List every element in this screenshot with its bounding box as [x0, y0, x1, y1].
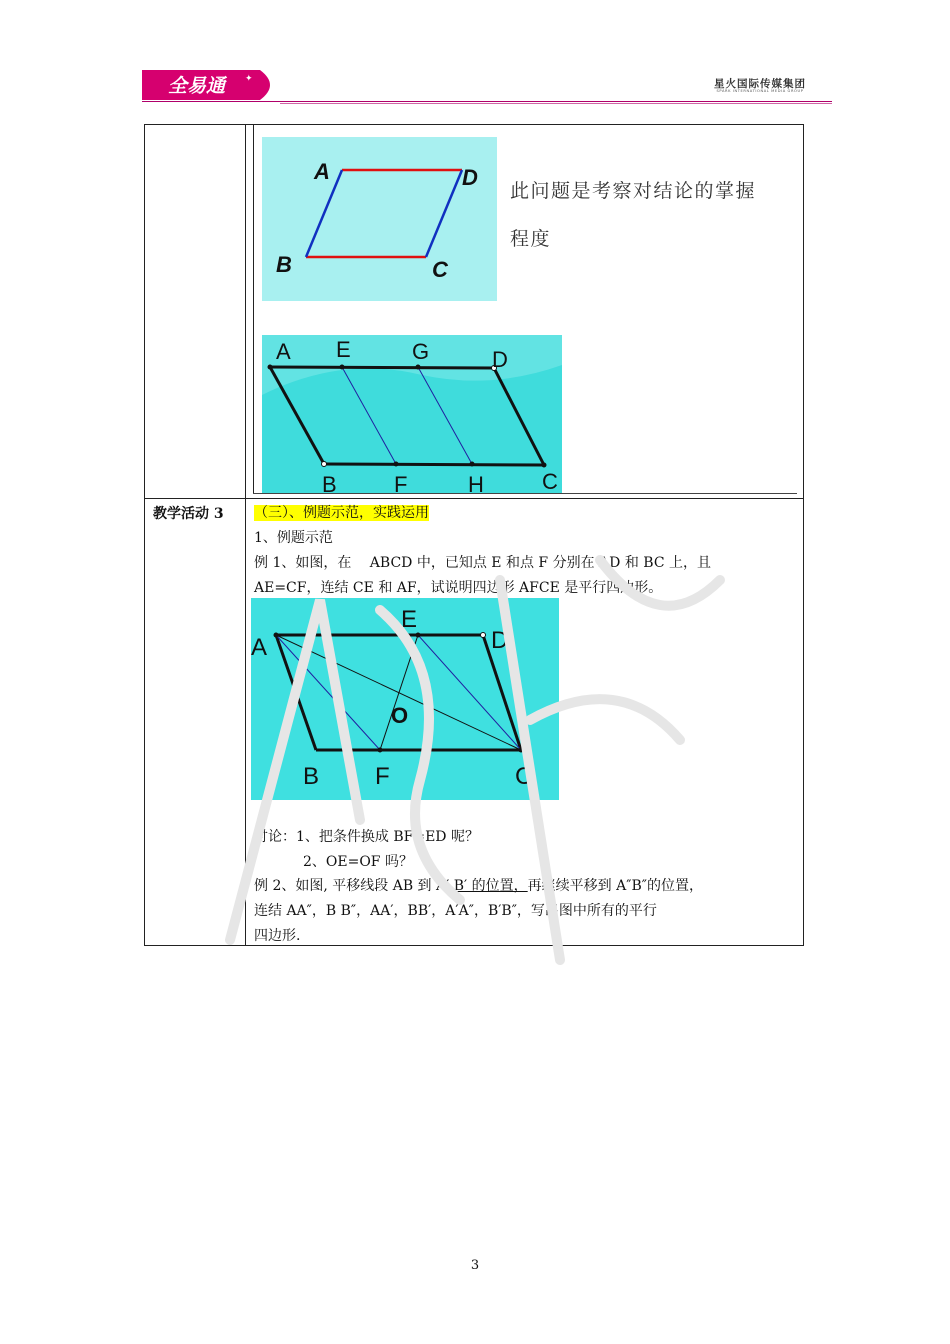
fig3-label-b: B: [303, 763, 320, 790]
inner-cell-border: [253, 125, 254, 493]
fig3-label-a: A: [251, 634, 268, 661]
inner-cell-bottom-border: [253, 493, 797, 494]
activity-heading-text: （三）、例题示范，实践运用: [254, 505, 429, 521]
activity-subheading: 1、例题示范: [254, 530, 333, 546]
fig3-label-d: D: [491, 627, 509, 654]
brand-subtitle: SPARK INTERNATIONAL MEDIA GROUP: [716, 89, 804, 93]
example2-line1: [254, 876, 703, 896]
note-line-2: 程度: [510, 228, 552, 250]
fig3-label-e: E: [401, 606, 418, 633]
example1-line1: 例 1、如图，在 ABCD 中，已知点 E 和点 F 分别在 AD 和 BC 上，且: [254, 555, 711, 571]
example2-line1-part-b: B′ 的位置，: [453, 878, 528, 894]
example2-line3: 四边形.: [254, 928, 301, 944]
logo-text: 全易通: [168, 75, 226, 97]
fig3-label-c: C: [515, 763, 533, 790]
table-column-divider: [245, 125, 246, 945]
header-divider-secondary: [280, 103, 832, 104]
fig3-label-f: F: [375, 763, 390, 790]
fig1-label-d: D: [462, 165, 478, 190]
fig1-label-b: B: [276, 252, 292, 277]
example1-line2: AE=CF，连结 CE 和 AF，试说明四边形 AFCE 是平行四边形。: [254, 580, 663, 596]
activity-heading: [254, 503, 429, 523]
fig3-label-o: O: [391, 703, 409, 728]
header-divider: [142, 101, 832, 102]
figure-parallelogram-afce: [251, 598, 559, 800]
teaching-note: [510, 167, 756, 263]
example2-line2: 连结 AA″，B B″，AA′，BB′，A′A″，B′B″，写出图中所有的平行: [254, 903, 657, 919]
discussion-1: 讨论：1、把条件换成 BF=ED 呢？: [254, 829, 479, 845]
example2-line1-part-c: 再继续平移到 A″B″的位置，: [527, 878, 703, 894]
table-row-divider: [145, 498, 803, 499]
discussion-2: 2、OE=OF 吗？: [303, 854, 413, 870]
note-line-1: 此问题是考察对结论的掌握: [510, 180, 757, 202]
fig2-label-d: D: [492, 347, 508, 372]
fig2-label-h: H: [468, 472, 484, 493]
svg-text:✦: ✦: [245, 74, 253, 84]
fig2-label-g: G: [412, 339, 430, 364]
page-number: 3: [470, 1258, 480, 1273]
figure-parallelogram-aegd: [262, 335, 562, 493]
fig1-label-c: C: [432, 257, 448, 282]
logo-banner: [142, 68, 280, 102]
fig2-label-f: F: [394, 472, 408, 493]
example2-line1-part-a: 例 2、如图, 平移线段 AB 到 A′: [254, 878, 450, 894]
fig2-label-c: C: [542, 469, 558, 493]
brand-name: 星火国际传媒集团: [714, 78, 806, 90]
activity-label: 教学活动 3: [153, 506, 224, 522]
fig2-label-a: A: [276, 339, 291, 364]
fig2-label-e: E: [336, 337, 351, 362]
fig2-label-b: B: [322, 472, 337, 493]
figure-parallelogram-abcd: [262, 137, 497, 301]
fig1-label-a: A: [314, 159, 330, 184]
